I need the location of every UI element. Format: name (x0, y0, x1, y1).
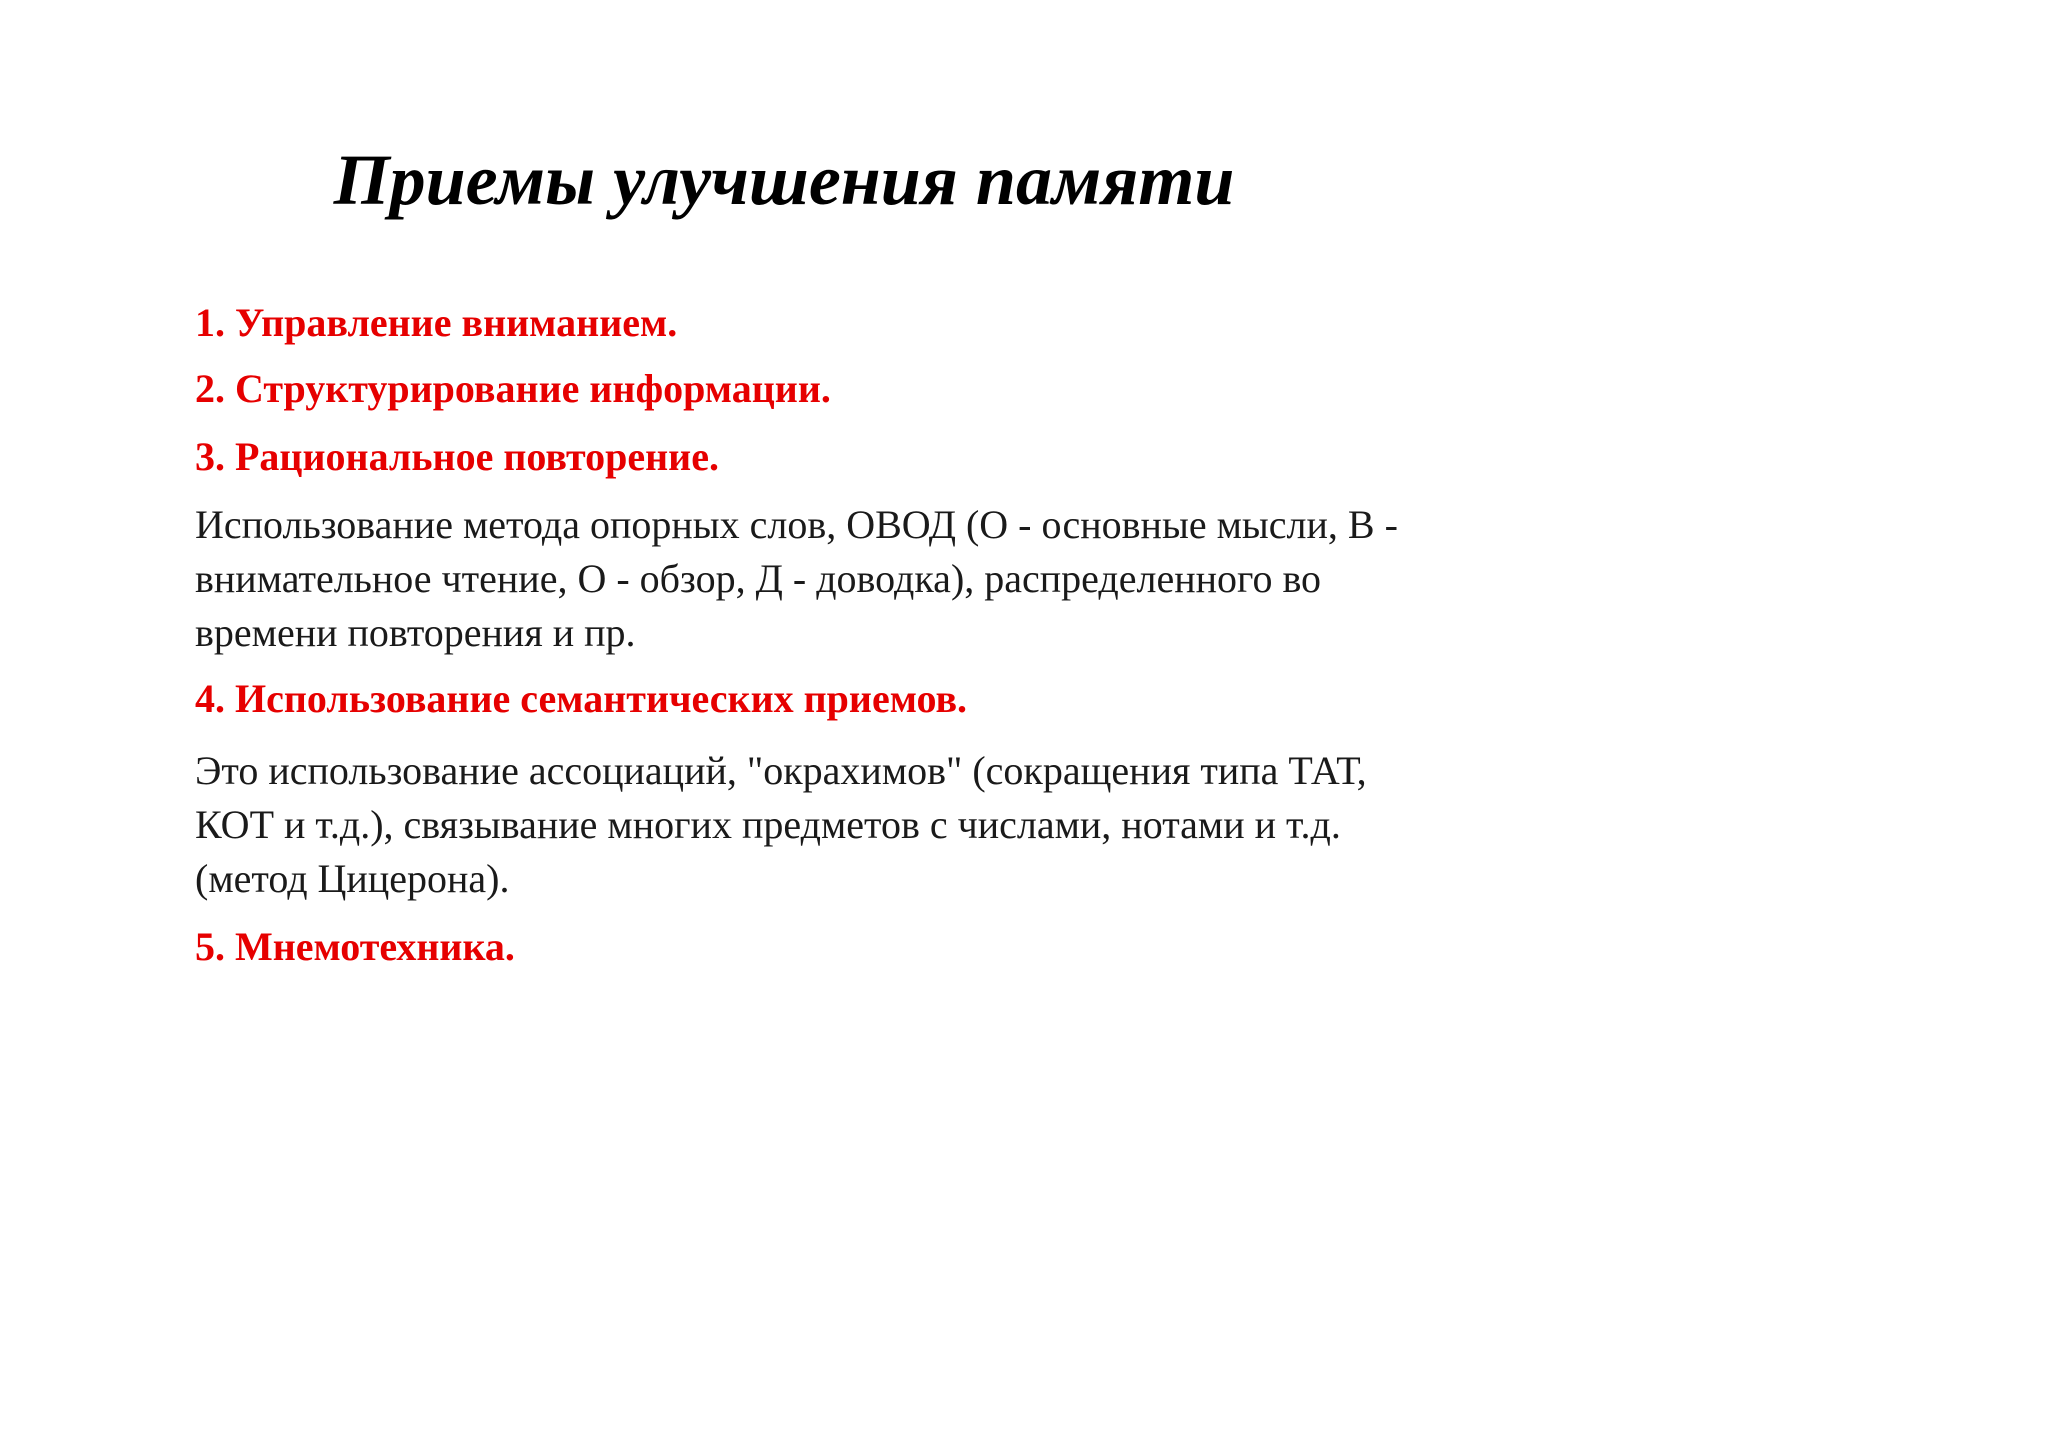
item-heading-5: 5. Мнемотехника. (195, 924, 515, 969)
item-heading-3: 3. Рациональное повторение. (195, 434, 719, 479)
item-description-3: Использование метода опорных слов, ОВОД (О - основные мысли, В - внимательное чтение, О - обзор, Д - доводка), распределенного во времени повторения и пр. (195, 502, 1398, 655)
item-description-4: Это использование ассоциаций, "окрахимов" (сокращения типа ТАТ, КОТ и т.д.), связывание многих предметов с числами, нотами и т.д. (метод Цицерона). (195, 748, 1367, 901)
slide-title: Приемы улучшения памяти (333, 140, 1235, 220)
content-list (195, 298, 1435, 972)
item-heading-2: 2. Структурирование информации. (195, 366, 831, 411)
item-heading-1: 1. Управление вниманием. (195, 300, 678, 345)
item-heading-4: 4. Использование семантических приемов. (195, 676, 968, 721)
